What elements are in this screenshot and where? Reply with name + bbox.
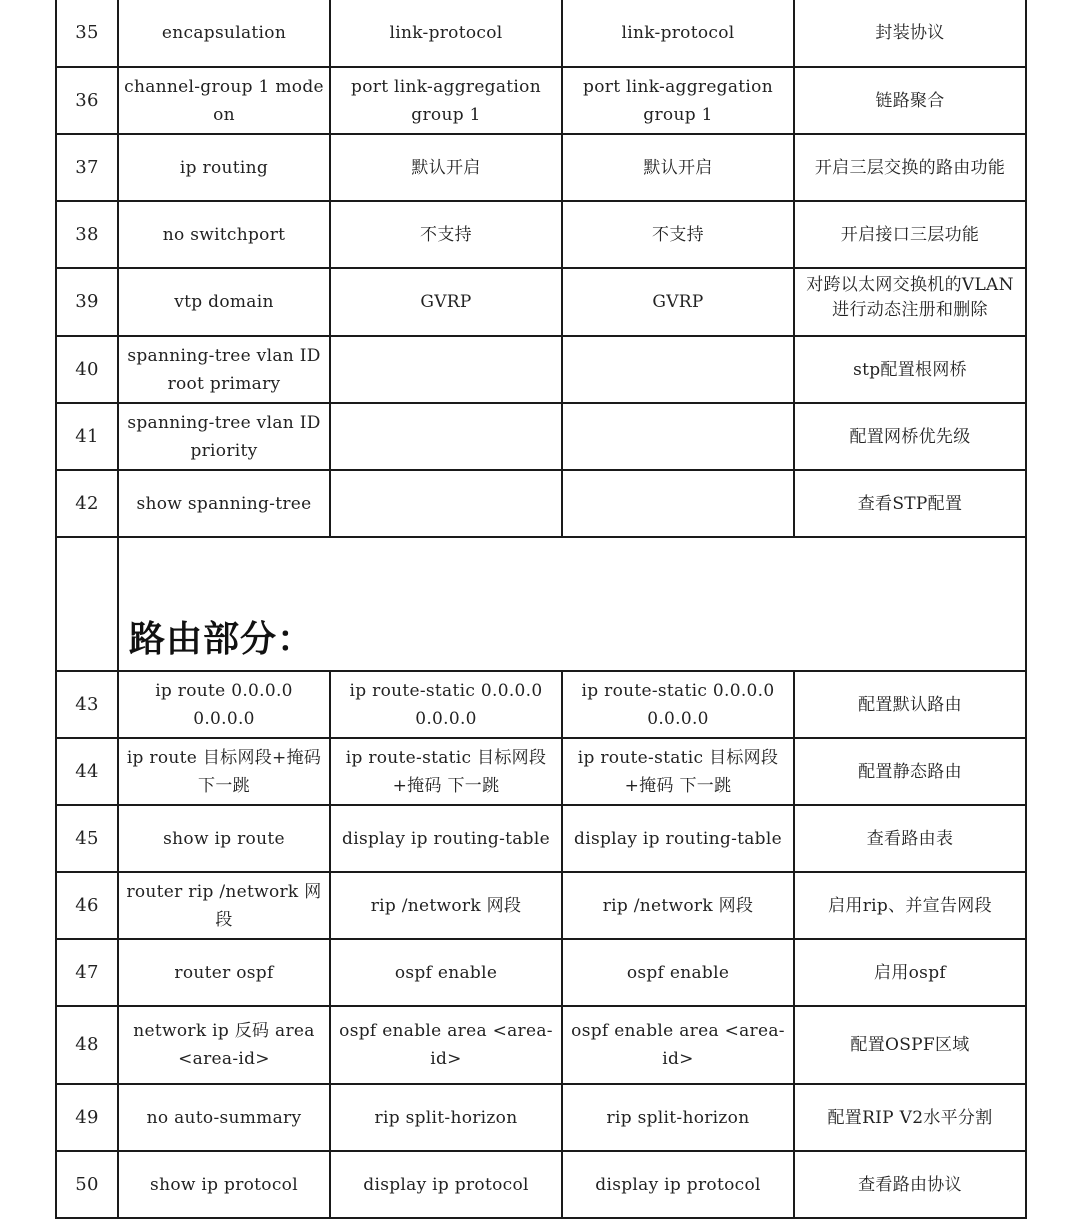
table-row — [56, 1006, 1026, 1084]
huawei-command-cell: rip split-horizon — [330, 1084, 562, 1151]
cisco-command-cell: spanning-tree vlan ID root primary — [118, 336, 330, 403]
description-cell: 链路聚合 — [794, 67, 1026, 134]
cisco-command-cell: ip route 0.0.0.0 0.0.0.0 — [118, 671, 330, 738]
cisco-command-cell: router rip /network 网段 — [118, 872, 330, 939]
cisco-command-cell: encapsulation — [118, 0, 330, 67]
description-cell: 启用ospf — [794, 939, 1026, 1006]
huawei-command-cell: ip route-static 0.0.0.0 0.0.0.0 — [330, 671, 562, 738]
row-number: 42 — [56, 470, 118, 537]
description-cell: 配置OSPF区域 — [794, 1006, 1026, 1084]
row-number: 49 — [56, 1084, 118, 1151]
row-number: 37 — [56, 134, 118, 201]
table-row — [56, 1084, 1026, 1151]
row-number: 40 — [56, 336, 118, 403]
cisco-command-cell: show spanning-tree — [118, 470, 330, 537]
h3c-command-cell: ospf enable area <area-id> — [562, 1006, 794, 1084]
cisco-command-cell: no auto-summary — [118, 1084, 330, 1151]
table-row — [56, 470, 1026, 537]
huawei-command-cell: rip /network 网段 — [330, 872, 562, 939]
huawei-command-cell: ip route-static 目标网段+掩码 下一跳 — [330, 738, 562, 805]
h3c-command-cell: rip /network 网段 — [562, 872, 794, 939]
row-number: 39 — [56, 268, 118, 336]
row-number: 44 — [56, 738, 118, 805]
huawei-command-cell: ospf enable — [330, 939, 562, 1006]
table-row — [56, 738, 1026, 805]
section-title: 路由部分： — [129, 619, 315, 660]
table-row — [56, 336, 1026, 403]
cisco-command-cell: show ip route — [118, 805, 330, 872]
description-cell: 查看STP配置 — [794, 470, 1026, 537]
description-cell: 配置默认路由 — [794, 671, 1026, 738]
description-cell — [794, 268, 1026, 336]
huawei-command-cell: port link-aggregation group 1 — [330, 67, 562, 134]
row-number: 47 — [56, 939, 118, 1006]
row-number: 48 — [56, 1006, 118, 1084]
description-cell: 开启接口三层功能 — [794, 201, 1026, 268]
description-text: 对跨以太网交换机的VLAN进行动态注册和删除 — [806, 275, 1014, 320]
description-cell: 启用rip、并宣告网段 — [794, 872, 1026, 939]
row-number: 45 — [56, 805, 118, 872]
cisco-command-cell: network ip 反码 area <area-id> — [118, 1006, 330, 1084]
huawei-command-cell: 不支持 — [330, 201, 562, 268]
table-row — [56, 201, 1026, 268]
table-row — [56, 134, 1026, 201]
row-number: 38 — [56, 201, 118, 268]
huawei-command-cell: GVRP — [330, 268, 562, 336]
huawei-command-cell: ospf enable area <area-id> — [330, 1006, 562, 1084]
description-cell: 开启三层交换的路由功能 — [794, 134, 1026, 201]
cisco-command-cell: ip route 目标网段+掩码 下一跳 — [118, 738, 330, 805]
table-row — [56, 1151, 1026, 1218]
table-row — [56, 805, 1026, 872]
h3c-command-cell: ip route-static 目标网段+掩码 下一跳 — [562, 738, 794, 805]
description-cell: 查看路由表 — [794, 805, 1026, 872]
section-number-cell — [56, 537, 118, 671]
row-number: 46 — [56, 872, 118, 939]
h3c-command-cell: 默认开启 — [562, 134, 794, 201]
h3c-command-cell: ip route-static 0.0.0.0 0.0.0.0 — [562, 671, 794, 738]
row-number: 41 — [56, 403, 118, 470]
huawei-command-cell: display ip protocol — [330, 1151, 562, 1218]
row-number: 36 — [56, 67, 118, 134]
description-cell: 配置静态路由 — [794, 738, 1026, 805]
h3c-command-cell: display ip protocol — [562, 1151, 794, 1218]
cisco-command-cell: spanning-tree vlan ID priority — [118, 403, 330, 470]
row-number: 43 — [56, 671, 118, 738]
huawei-command-cell — [330, 470, 562, 537]
huawei-command-cell — [330, 403, 562, 470]
section-row — [56, 537, 1026, 671]
table-row — [56, 268, 1026, 336]
table-row — [56, 872, 1026, 939]
description-cell: stp配置根网桥 — [794, 336, 1026, 403]
h3c-command-cell — [562, 470, 794, 537]
h3c-command-cell: rip split-horizon — [562, 1084, 794, 1151]
huawei-command-cell: link-protocol — [330, 0, 562, 67]
table-row — [56, 403, 1026, 470]
h3c-command-cell: link-protocol — [562, 0, 794, 67]
cisco-command-cell: show ip protocol — [118, 1151, 330, 1218]
description-cell: 配置网桥优先级 — [794, 403, 1026, 470]
huawei-command-cell: display ip routing-table — [330, 805, 562, 872]
h3c-command-cell: GVRP — [562, 268, 794, 336]
table-row — [56, 67, 1026, 134]
huawei-command-cell — [330, 336, 562, 403]
table-row — [56, 0, 1026, 67]
cisco-command-cell: ip routing — [118, 134, 330, 201]
section-heading-cell — [118, 537, 1026, 671]
cisco-command-cell: router ospf — [118, 939, 330, 1006]
command-comparison-table — [55, 0, 1027, 1219]
row-number: 35 — [56, 0, 118, 67]
h3c-command-cell — [562, 403, 794, 470]
h3c-command-cell: port link-aggregation group 1 — [562, 67, 794, 134]
table-row — [56, 939, 1026, 1006]
huawei-command-cell: 默认开启 — [330, 134, 562, 201]
description-cell: 配置RIP V2水平分割 — [794, 1084, 1026, 1151]
description-cell: 封装协议 — [794, 0, 1026, 67]
cisco-command-cell: vtp domain — [118, 268, 330, 336]
table-row — [56, 671, 1026, 738]
row-number: 50 — [56, 1151, 118, 1218]
h3c-command-cell: ospf enable — [562, 939, 794, 1006]
h3c-command-cell: 不支持 — [562, 201, 794, 268]
cisco-command-cell: no switchport — [118, 201, 330, 268]
description-cell: 查看路由协议 — [794, 1151, 1026, 1218]
h3c-command-cell: display ip routing-table — [562, 805, 794, 872]
h3c-command-cell — [562, 336, 794, 403]
cisco-command-cell: channel-group 1 mode on — [118, 67, 330, 134]
